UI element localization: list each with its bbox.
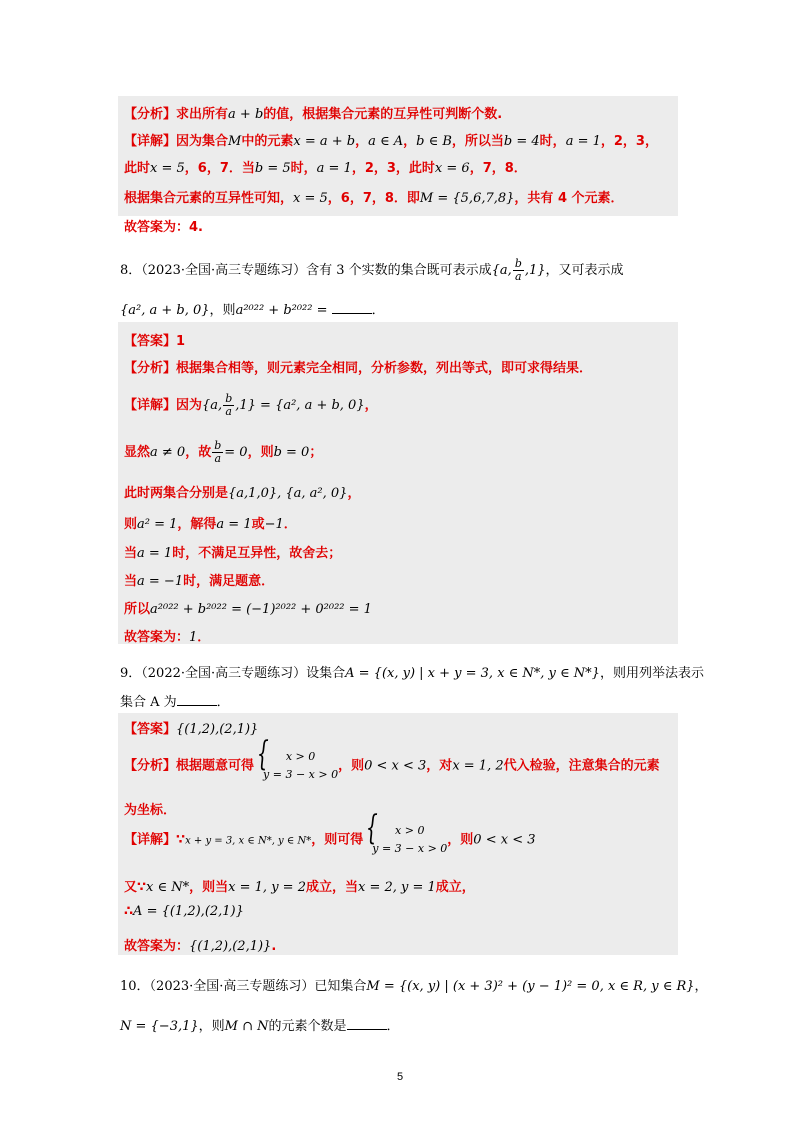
- q7-final-answer: 故答案为：4.: [124, 220, 203, 235]
- answer-blank[interactable]: [332, 302, 372, 314]
- q8-stem-line-2: {a², a + b, 0}，则a²⁰²² + b²⁰²² = ．: [120, 303, 385, 318]
- answer-blank[interactable]: [347, 1018, 387, 1030]
- q9-stem-line-2: 集合 A 为 ．: [120, 695, 230, 710]
- q10-stem-line-2: N = {−3,1}，则M ∩ N的元素个数是 ．: [120, 1019, 400, 1034]
- q9-detail-line-2: 又∵x ∈ N*，则当x = 1, y = 2成立，当x = 2, y = 1成立，: [124, 880, 475, 895]
- q8-analysis-line: 【分析】根据集合相等，则元素完全相同，分析参数，列出等式，即可求得结果．: [124, 361, 593, 376]
- q9-detail-system: { x > 0 y = 3 − x > 0: [363, 822, 447, 858]
- q8-stem-line-1: 8．（2023·全国·高三专题练习）含有 3 个实数的集合既可表示成{a, $\frac{b}{a}$ ,1}，又可表示成: [120, 257, 624, 283]
- q9-stem-line-1: 9．（2022·全国·高三专题练习）设集合A = {(x, y) | x + y = 3, x ∈ N*, y ∈ N*}，则用列举法表示: [120, 666, 704, 681]
- q9-final-answer: 故答案为：{(1,2),(2,1)}.: [124, 939, 277, 954]
- q8-detail-line-2: 显然a ≠ 0，故 $\frac{b}{a}$ = 0，则b = 0；: [124, 439, 323, 465]
- q8-answer-line: 【答案】1: [124, 334, 186, 349]
- q8-detail-line-3: 此时两集合分别是{a,1,0}, {a, a², 0}，: [124, 486, 361, 501]
- q8-detail-line-7: 所以a²⁰²² + b²⁰²² = (−1)²⁰²² + 0²⁰²² = 1: [124, 602, 372, 617]
- q9-analysis-line-2: 为坐标．: [124, 803, 177, 818]
- q7-detail-line-2: 此时x = 5，6，7．当b = 5时，a = 1，2，3，此时x = 6，7，8．: [124, 161, 527, 176]
- q7-detail-line-3: 根据集合元素的互异性可知，x = 5，6，7，8．即M = {5,6,7,8}，共有 4 个元素．: [124, 191, 624, 206]
- q9-detail-line-3: ∴A = {(1,2),(2,1)}: [124, 904, 244, 919]
- q8-detail-line-6: 当a = −1时，满足题意．: [124, 574, 275, 589]
- answer-blank[interactable]: [177, 694, 217, 706]
- q9-analysis-line-1: 【分析】根据题意可得 { x > 0 y = 3 − x > 0 ，则0 < x < 3，对x = 1, 2代入检验，注意集合的元素: [124, 748, 660, 784]
- q9-answer-line: 【答案】{(1,2),(2,1)}: [124, 722, 259, 737]
- q8-fraction: $\frac{b}{a}$: [514, 257, 522, 283]
- q9-analysis-system: { x > 0 y = 3 − x > 0: [254, 748, 338, 784]
- page-number: 5: [396, 1071, 404, 1083]
- q9-detail-line-1: 【详解】∵x + y = 3, x ∈ N*, y ∈ N*，则可得 { x > 0 y = 3 − x > 0 ，则0 < x < 3: [124, 822, 536, 858]
- q7-detail-line-1: 【详解】因为集合M中的元素x = a + b，a ∈ A，b ∈ B，所以当b = 4时，a = 1，2，3，: [124, 134, 658, 149]
- q8-detail-line-4: 则a² = 1，解得a = 1或−1．: [124, 517, 297, 532]
- q10-stem-line-1: 10．（2023·全国·高三专题练习）已知集合M = {(x, y) | (x + 3)² + (y − 1)² = 0, x ∈ R, y ∈ R}，: [120, 979, 708, 994]
- q7-analysis-line: 【分析】求出所有a + b的值，根据集合元素的互异性可判断个数.: [124, 107, 503, 122]
- q8-detail-line-1: 【详解】因为{a, $\frac{b}{a}$ ,1} = {a², a + b, 0}，: [124, 392, 378, 418]
- q8-detail-line-5: 当a = 1时，不满足互异性，故舍去；: [124, 546, 342, 561]
- q8-ratio-fraction: $\frac{b}{a}$: [214, 439, 222, 465]
- q8-detail-fraction: $\frac{b}{a}$: [225, 392, 233, 418]
- q8-final-answer: 故答案为：1．: [124, 630, 211, 645]
